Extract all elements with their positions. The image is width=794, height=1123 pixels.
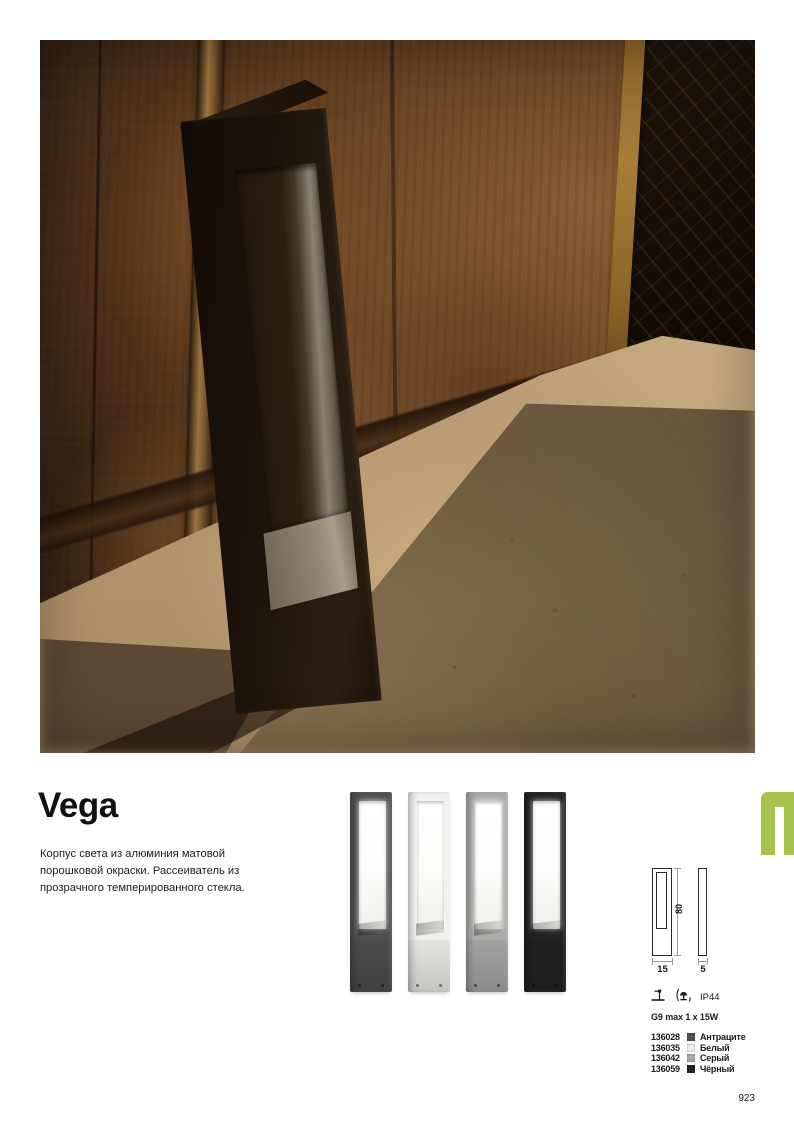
color-swatch (687, 1033, 695, 1041)
product-description: Корпус света из алюминия матовой порошковой окраски. Рассеиватель из прозрачного темперированного стекла. (40, 848, 245, 894)
page-title: Vega (38, 786, 118, 825)
bollard-window (235, 163, 352, 544)
height-label: 80 (674, 903, 685, 915)
section-tab (758, 792, 794, 855)
diffuser (359, 801, 386, 929)
spec-icons-row (651, 988, 720, 1007)
depth-dimension-line (698, 961, 708, 962)
variant-row (651, 1032, 746, 1043)
front-view-window (656, 872, 667, 929)
variant-row (651, 1064, 746, 1075)
downlight-icon (674, 988, 693, 1007)
page-number: 923 (738, 1093, 755, 1104)
variant-row (651, 1043, 746, 1054)
variant-code: 136042 (651, 1053, 680, 1064)
diffuser (533, 801, 560, 929)
width-dimension-line (652, 961, 673, 962)
variant-color-name: Серый (700, 1053, 730, 1064)
variant-row (651, 1053, 746, 1064)
variant-thumbnails (345, 790, 577, 998)
tab-letter-left-bar (761, 792, 775, 855)
color-swatch (687, 1044, 695, 1052)
depth-label: 5 (700, 964, 706, 975)
variant-color-name: Белый (700, 1042, 730, 1053)
variant-color-name: Чёрный (700, 1063, 735, 1074)
diffuser (417, 801, 444, 929)
screws (532, 984, 558, 987)
bollard-ground-icon (651, 988, 667, 1007)
tab-letter-right-bar (784, 792, 794, 855)
variant-thumb-black (524, 792, 566, 992)
variant-code: 136035 (651, 1042, 680, 1053)
lamp-spec: G9 max 1 x 15W (651, 1012, 719, 1022)
variant-code-list (651, 1032, 746, 1074)
screws (358, 984, 384, 987)
screws (474, 984, 500, 987)
product-photo (40, 40, 755, 753)
color-swatch (687, 1065, 695, 1073)
dimension-drawing (646, 862, 766, 977)
reflector (474, 920, 502, 935)
variant-thumb-anthracite (350, 792, 392, 992)
screws (416, 984, 442, 987)
variant-code: 136059 (651, 1063, 680, 1074)
reflector (358, 920, 386, 935)
reflector (416, 920, 444, 935)
reflector (532, 920, 560, 935)
front-view-outline (652, 868, 672, 956)
variant-thumb-gray (466, 792, 508, 992)
variant-code: 136028 (651, 1032, 680, 1043)
variant-thumb-white (408, 792, 450, 992)
side-view-outline (698, 868, 707, 956)
variant-color-name: Антраците (700, 1032, 746, 1043)
ip-rating: IP44 (700, 992, 720, 1003)
diffuser (475, 801, 502, 929)
width-label: 15 (657, 964, 668, 975)
color-swatch (687, 1054, 695, 1062)
